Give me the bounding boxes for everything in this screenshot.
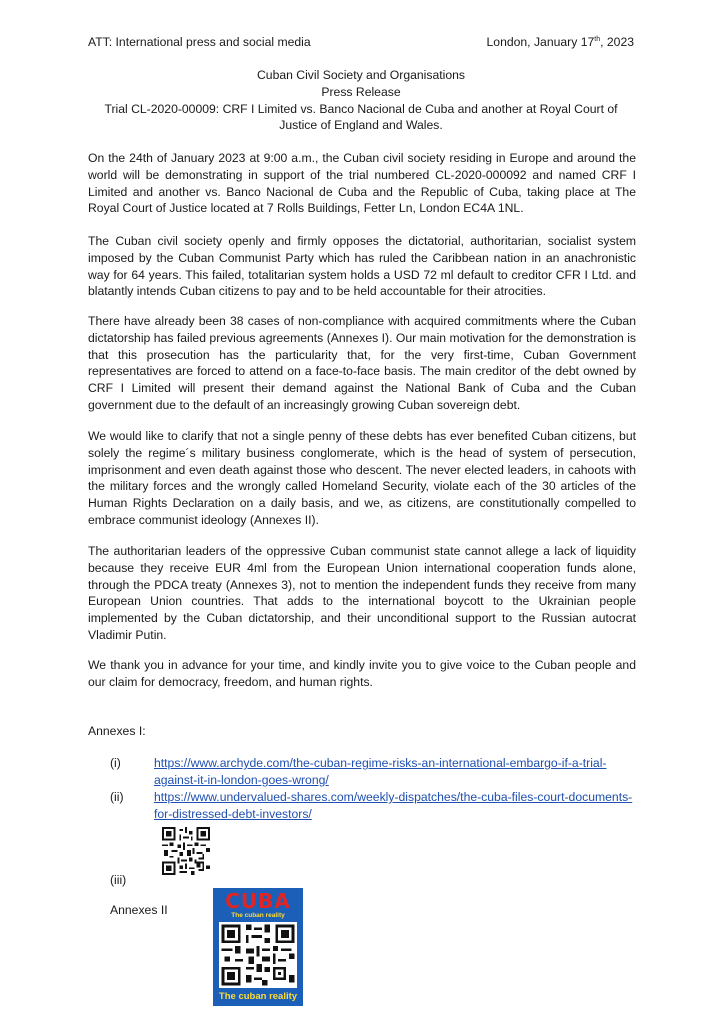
cuba-reality-poster — [213, 888, 303, 1006]
date-suffix: , 2023 — [600, 35, 634, 49]
poster-caption: The cuban reality — [213, 990, 303, 1004]
organisation-name: Cuban Civil Society and Organisations — [257, 68, 465, 82]
date-prefix: London, January 17 — [486, 35, 595, 49]
annex-number: (ii) — [110, 790, 124, 804]
letter-header — [88, 34, 634, 51]
poster-subtitle: The cuban reality — [231, 912, 285, 919]
recipient-line: ATT: International press and social media — [88, 35, 311, 49]
press-release-title — [88, 67, 634, 134]
paragraph-1: On the 24th of January 2023 at 9:00 a.m., the Cuban civil society residing in Europe and around the world will be demonstrating in support of the trial numbered CL-2020-000092 and named CRF I Limited and another vs. Banco Nacional de Cuba and the Republic of Cuba, taking place at The Royal Court of Justice located at 7 Rolls Buildings, Fetter Ln, London EC4A 1NL. — [88, 151, 636, 216]
poster-logo-text: CUBA — [225, 889, 291, 913]
date-line — [487, 34, 634, 51]
paragraph-6: We thank you in advance for your time, and kindly invite you to give voice to the Cuban people and our claim for democracy, freedom, and human rights. — [88, 658, 636, 689]
paragraph-4: We would like to clarify that not a single penny of these debts has ever benefited Cuban citizens, but solely the regime´s military business conglomerate, which is the head of system of persecution, imprisonment and even death against those who descent. The never elected leaders, in cahoots with the military forces and the wrongly called Homeland Security, violate each of the 30 articles of the Human Rights Declaration on a daily basis, and we, as citizens, are constitutionally compelled to embrace communist ideology (Annexes II). — [88, 429, 636, 527]
annex-number: (i) — [110, 756, 121, 770]
document-type: Press Release — [321, 84, 401, 99]
annex-link-undervalued-shares[interactable]: https://www.undervalued-shares.com/weekly-dispatches/the-cuba-files-court-documents-for-distressed-debt-investors/ — [154, 790, 633, 821]
annex-number: (iii) — [110, 873, 127, 887]
paragraph-5: The authoritarian leaders of the oppressive Cuban communist state cannot allege a lack of liquidity because they receive EUR 4ml from the European Union international cooperation funds alone, through the PDCA treaty (Annexes 3), not to mention the independent funds they receive from many European Union countries. That adds to the international boycott to the Ukrainian people implemented by the Cuban dictatorship, and their unconditional support to the Russian autocrat Vladimir Putin. — [88, 544, 636, 642]
date-superscript: th — [594, 35, 601, 43]
qr-code-icon — [162, 827, 210, 875]
annex-link-archyde[interactable]: https://www.archyde.com/the-cuban-regime-risks-an-international-embargo-if-a-trial-against-it-in-london-goes-wrong/ — [154, 756, 607, 787]
annexes-heading: Annexes I: — [88, 724, 146, 738]
trial-title: Trial CL-2020-00009: CRF I Limited vs. Banco Nacional de Cuba and another at Royal Court of Justice of England and Wales. — [104, 101, 618, 133]
annexes-ii-label: Annexes II — [110, 903, 168, 917]
poster-qr-code-icon — [219, 922, 297, 988]
paragraph-2: The Cuban civil society openly and firmly opposes the dictatorial, authoritarian, socialist system imposed by the Cuban Communist Party which has ruled the Caribbean nation in an anachronistic way for 64 years. This failed, totalitarian system holds a USD 72 ml default to creditor CFR I Ltd. and blatantly intends Cuban citizens to pay and to be held accountable for their atrocities. — [88, 234, 636, 299]
paragraph-3: There have already been 38 cases of non-compliance with acquired commitments where the Cuban dictatorship has failed previous agreements (Annexes I). Our main motivation for the demonstration is that this prosecution has the particularity that, for the very first-time, Cuban Government representatives are forced to attend on a face-to-face basis. The main creditor of the debt owned by CRF I Limited will present their demand against the National Bank of Cuba and the Cuban government due to the default of an increasingly growing Cuban sovereign debt. — [88, 314, 636, 412]
